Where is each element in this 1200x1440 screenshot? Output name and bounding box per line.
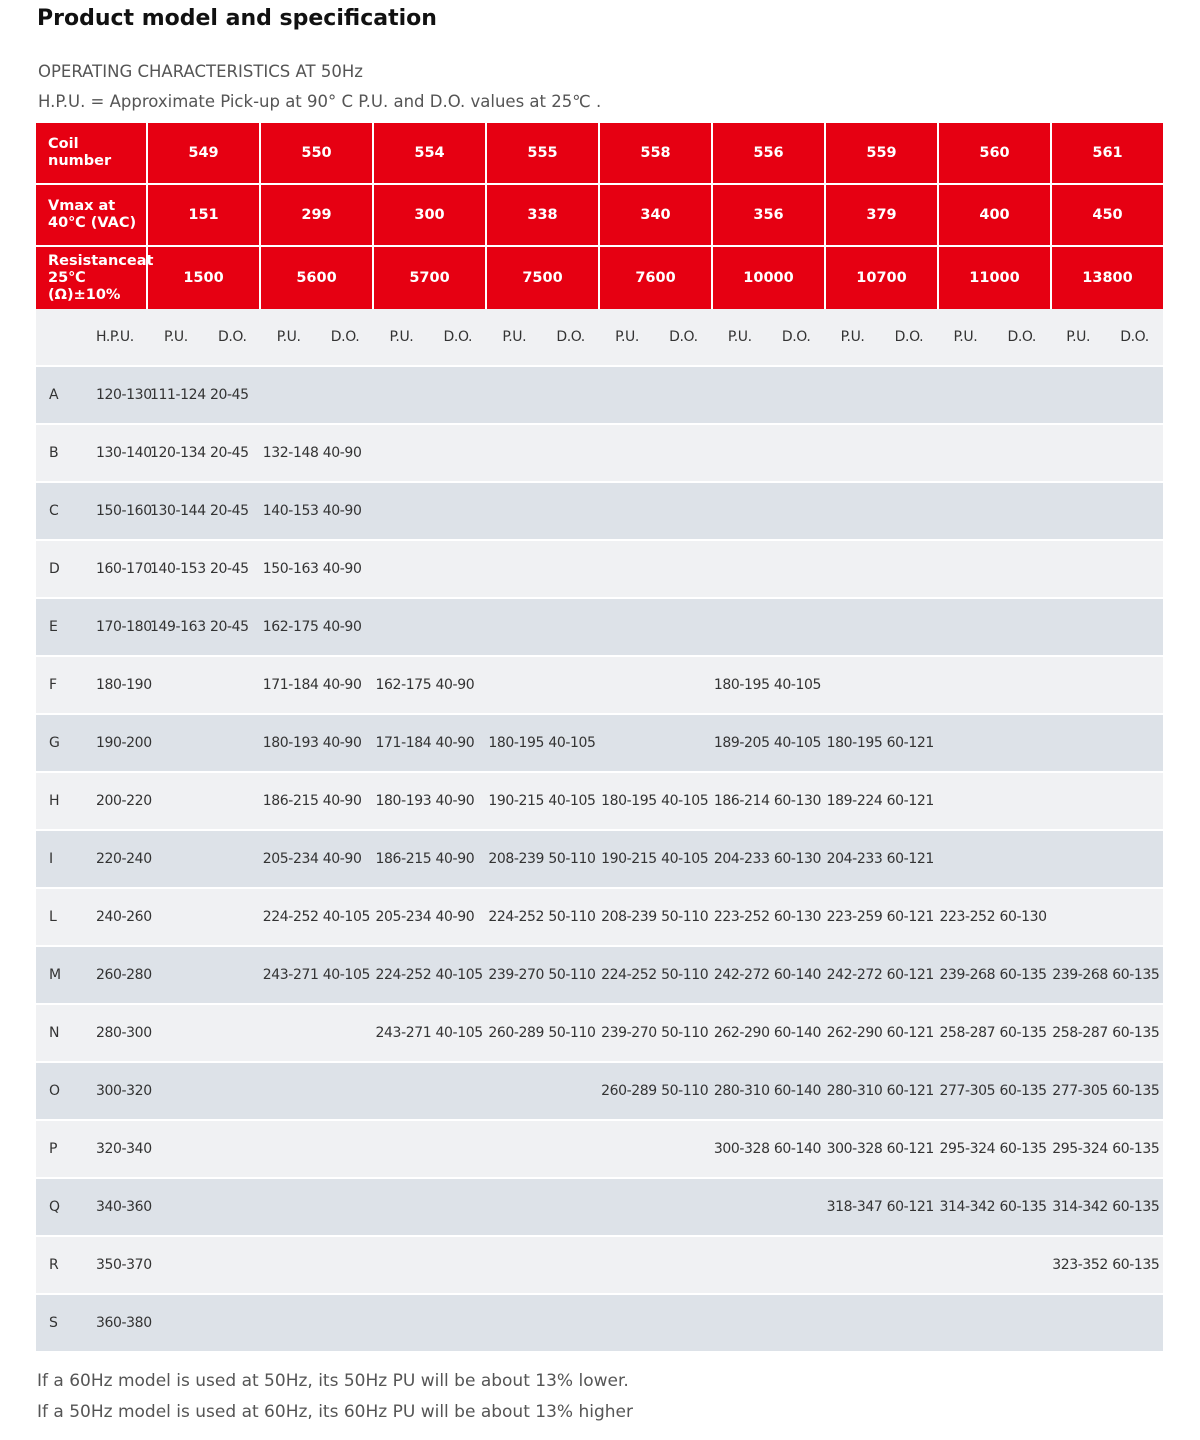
do-value: 60-140 <box>773 1083 822 1099</box>
header-cell: 560 <box>939 123 1052 183</box>
header-row-resistance <box>36 247 1163 309</box>
pu-value: 190-215 <box>601 851 657 867</box>
do-value: 60-135 <box>1112 967 1160 983</box>
do-value: 60-135 <box>999 967 1047 983</box>
row-code: N <box>49 1025 60 1041</box>
header-label: Vmax at 40℃ (VAC) <box>36 185 148 245</box>
table-row <box>36 367 1163 425</box>
do-value: 40-105 <box>435 967 483 983</box>
header-cell: 299 <box>261 185 374 245</box>
do-column-header: D.O. <box>443 329 473 345</box>
do-value: 60-140 <box>773 967 822 983</box>
do-value: 60-135 <box>1112 1141 1160 1157</box>
pu-value: 314-342 <box>1052 1199 1108 1215</box>
header-cell: 379 <box>826 185 939 245</box>
do-value: 50-110 <box>548 967 596 983</box>
pu-value: 180-195 <box>601 793 657 809</box>
pu-value: 262-290 <box>826 1025 883 1041</box>
hpu-value: 130-140 <box>96 445 152 461</box>
pu-value: 171-184 <box>375 735 432 751</box>
table-row <box>36 715 1163 773</box>
table-row <box>36 889 1163 947</box>
header-cell: 7600 <box>600 247 713 309</box>
do-value: 40-90 <box>322 503 362 519</box>
header-cell: 11000 <box>939 247 1052 309</box>
do-value: 50-110 <box>661 967 709 983</box>
do-value: 60-135 <box>1112 1199 1160 1215</box>
header-cell: 559 <box>826 123 939 183</box>
do-value: 40-90 <box>322 851 362 867</box>
hpu-value: 190-200 <box>96 735 152 751</box>
pu-value: 224-252 <box>375 967 432 983</box>
do-value: 60-140 <box>773 1025 822 1041</box>
do-column-header: D.O. <box>218 329 247 345</box>
do-value: 50-110 <box>661 1083 709 1099</box>
do-value: 40-90 <box>322 735 362 751</box>
do-value: 50-110 <box>548 909 596 925</box>
do-value: 60-135 <box>999 1083 1047 1099</box>
do-value: 60-135 <box>1112 1083 1160 1099</box>
do-column-header: D.O. <box>1120 329 1149 345</box>
pu-column-header: P.U. <box>840 329 865 345</box>
pu-value: 186-214 <box>713 793 770 809</box>
pu-value: 224-252 <box>488 909 545 925</box>
pu-value: 205-234 <box>262 851 319 867</box>
do-value: 60-121 <box>886 1083 934 1099</box>
pu-value: 239-270 <box>488 967 545 983</box>
pu-value: 239-268 <box>1052 967 1108 983</box>
pu-value: 295-324 <box>1052 1141 1108 1157</box>
header-cell: 558 <box>600 123 713 183</box>
do-value: 40-105 <box>322 967 370 983</box>
do-value: 40-90 <box>322 793 362 809</box>
row-code: R <box>49 1257 59 1273</box>
pu-value: 243-271 <box>375 1025 432 1041</box>
pu-value: 224-252 <box>262 909 319 925</box>
do-value: 60-121 <box>886 793 934 809</box>
header-cell: 550 <box>261 123 374 183</box>
do-value: 40-90 <box>322 677 362 693</box>
footnote-60hz-at-50hz: If a 60Hz model is used at 50Hz, its 50Hz PU will be about 13% lower. <box>37 1371 629 1391</box>
pu-value: 223-259 <box>826 909 883 925</box>
page-title: Product model and specification <box>37 6 437 31</box>
pu-value: 260-289 <box>488 1025 545 1041</box>
do-column-header: D.O. <box>669 329 698 345</box>
pu-column-header: P.U. <box>727 329 752 345</box>
do-value: 40-90 <box>435 909 475 925</box>
pu-value: 208-239 <box>601 909 657 925</box>
hpu-value: 240-260 <box>96 909 152 925</box>
row-code: P <box>49 1141 58 1157</box>
do-column-header: D.O. <box>556 329 585 345</box>
pu-column-header: P.U. <box>389 329 414 345</box>
pu-value: 277-305 <box>939 1083 996 1099</box>
pu-value: 171-184 <box>262 677 319 693</box>
footnote-50hz-at-60hz: If a 50Hz model is used at 60Hz, its 60Hz PU will be about 13% higher <box>37 1402 633 1422</box>
pu-value: 190-215 <box>488 793 545 809</box>
header-cell: 10000 <box>713 247 826 309</box>
do-value: 50-110 <box>661 1025 709 1041</box>
do-value: 60-121 <box>886 1025 934 1041</box>
hpu-value: 220-240 <box>96 851 152 867</box>
header-cell: 10700 <box>826 247 939 309</box>
header-cell: 556 <box>713 123 826 183</box>
header-cell: 450 <box>1092 207 1123 223</box>
do-value: 60-121 <box>886 1141 934 1157</box>
do-value: 60-130 <box>773 909 822 925</box>
hpu-value: 360-380 <box>96 1315 152 1331</box>
pu-value: 120-134 <box>150 445 206 461</box>
header-cell: 5600 <box>261 247 374 309</box>
hpu-value: 280-300 <box>96 1025 152 1041</box>
do-column-header: D.O. <box>781 329 811 345</box>
do-value: 50-110 <box>548 1025 596 1041</box>
pu-value: 300-328 <box>713 1141 770 1157</box>
do-value: 40-105 <box>773 735 822 751</box>
header-row-coil-number <box>36 123 1163 185</box>
pu-value: 318-347 <box>826 1199 883 1215</box>
pu-value: 162-175 <box>375 677 432 693</box>
do-value: 40-90 <box>322 561 362 577</box>
do-value: 60-121 <box>886 909 934 925</box>
pu-value: 204-233 <box>713 851 770 867</box>
do-value: 40-90 <box>435 677 475 693</box>
pu-column-header: P.U. <box>276 329 301 345</box>
header-cell: 549 <box>148 123 261 183</box>
column-header-row <box>36 309 1163 367</box>
do-value: 40-105 <box>661 793 709 809</box>
hpu-value: 160-170 <box>96 561 152 577</box>
pu-value: 180-193 <box>375 793 432 809</box>
header-cell: 561 <box>1092 145 1123 161</box>
pu-value: 242-272 <box>826 967 883 983</box>
pu-column-header: P.U. <box>502 329 527 345</box>
pu-value: 277-305 <box>1052 1083 1108 1099</box>
do-value: 60-121 <box>886 735 934 751</box>
pu-value: 223-252 <box>713 909 770 925</box>
pu-value: 205-234 <box>375 909 432 925</box>
header-cell: 554 <box>374 123 487 183</box>
pu-value: 280-310 <box>713 1083 770 1099</box>
do-column-header: D.O. <box>330 329 360 345</box>
table-row <box>36 599 1163 657</box>
header-row-vmax <box>36 185 1163 247</box>
table-body <box>36 367 1163 1353</box>
specification-table <box>36 123 1163 1353</box>
pu-value: 323-352 <box>1052 1257 1108 1273</box>
pu-value: 258-287 <box>1052 1025 1108 1041</box>
do-value: 40-90 <box>435 793 475 809</box>
table-row <box>36 425 1163 483</box>
do-value: 40-90 <box>435 735 475 751</box>
pu-value: 189-205 <box>713 735 770 751</box>
header-cell: 340 <box>600 185 713 245</box>
table-row <box>36 483 1163 541</box>
pu-column-header: P.U. <box>615 329 639 345</box>
do-value: 20-45 <box>210 503 249 519</box>
pu-value: 186-215 <box>375 851 432 867</box>
header-cell: 5700 <box>374 247 487 309</box>
header-cell: 338 <box>487 185 600 245</box>
do-value: 60-135 <box>1112 1025 1160 1041</box>
do-value: 40-105 <box>661 851 709 867</box>
table-row <box>36 831 1163 889</box>
row-code: M <box>49 967 61 983</box>
header-cell: 400 <box>939 185 1052 245</box>
pu-column-header: P.U. <box>1066 329 1091 345</box>
do-value: 20-45 <box>210 619 249 635</box>
pu-value: 140-153 <box>262 503 319 519</box>
table-row <box>36 1005 1163 1063</box>
row-code: D <box>49 561 60 577</box>
pu-value: 239-268 <box>939 967 996 983</box>
table-row <box>36 1295 1163 1353</box>
pu-value: 280-310 <box>826 1083 883 1099</box>
row-code: C <box>49 503 59 519</box>
pu-value: 186-215 <box>262 793 319 809</box>
pu-value: 204-233 <box>826 851 883 867</box>
pu-value: 224-252 <box>601 967 657 983</box>
hpu-value: 200-220 <box>96 793 152 809</box>
do-value: 60-135 <box>999 1141 1047 1157</box>
pu-value: 111-124 <box>150 387 206 403</box>
do-value: 20-45 <box>210 561 249 577</box>
do-value: 40-105 <box>322 909 370 925</box>
do-value: 60-135 <box>999 1025 1047 1041</box>
row-code: H <box>49 793 60 809</box>
do-value: 20-45 <box>210 387 249 403</box>
table-row <box>36 773 1163 831</box>
table-row <box>36 657 1163 715</box>
hpu-value: 340-360 <box>96 1199 152 1215</box>
do-value: 60-121 <box>886 851 934 867</box>
hpu-value: 350-370 <box>96 1257 152 1273</box>
row-code: S <box>49 1315 58 1331</box>
hpu-value: 150-160 <box>96 503 152 519</box>
do-value: 40-90 <box>322 445 362 461</box>
pu-value: 295-324 <box>939 1141 996 1157</box>
header-cell: 7500 <box>487 247 600 309</box>
pu-value: 208-239 <box>488 851 545 867</box>
header-cell: 356 <box>713 185 826 245</box>
header-label: Resistanceat 25℃ (Ω)±10% <box>36 247 148 309</box>
pu-value: 239-270 <box>601 1025 657 1041</box>
table-row <box>36 1121 1163 1179</box>
table-row <box>36 1063 1163 1121</box>
pu-value: 262-290 <box>713 1025 770 1041</box>
pu-value: 258-287 <box>939 1025 996 1041</box>
row-code: I <box>49 851 53 867</box>
do-value: 40-105 <box>435 1025 483 1041</box>
operating-characteristics-heading: OPERATING CHARACTERISTICS AT 50Hz <box>38 62 363 81</box>
row-code: L <box>49 909 57 925</box>
header-cell: 555 <box>487 123 600 183</box>
do-value: 40-105 <box>773 677 822 693</box>
do-column-header: D.O. <box>894 329 924 345</box>
do-value: 60-130 <box>999 909 1047 925</box>
header-label: Coil number <box>36 123 148 183</box>
pu-value: 150-163 <box>262 561 319 577</box>
do-value: 60-135 <box>1112 1257 1160 1273</box>
do-value: 60-121 <box>886 1199 934 1215</box>
hpu-value: 170-180 <box>96 619 152 635</box>
do-value: 60-130 <box>773 793 822 809</box>
pu-value: 314-342 <box>939 1199 996 1215</box>
pu-column-header: P.U. <box>164 329 188 345</box>
do-column-header: D.O. <box>1007 329 1036 345</box>
pu-value: 223-252 <box>939 909 996 925</box>
do-value: 40-105 <box>548 735 596 751</box>
table-row <box>36 1179 1163 1237</box>
do-value: 40-90 <box>435 851 475 867</box>
do-value: 40-90 <box>322 619 362 635</box>
table-row <box>36 947 1163 1005</box>
pu-value: 180-195 <box>826 735 883 751</box>
pu-value: 132-148 <box>262 445 319 461</box>
do-value: 60-121 <box>886 967 934 983</box>
do-value: 60-130 <box>773 851 822 867</box>
do-value: 50-110 <box>661 909 709 925</box>
row-code: Q <box>49 1199 60 1215</box>
hpu-value: 320-340 <box>96 1141 152 1157</box>
pu-value: 162-175 <box>262 619 319 635</box>
pu-value: 243-271 <box>262 967 319 983</box>
hpu-value: 120-130 <box>96 387 152 403</box>
pu-value: 189-224 <box>826 793 883 809</box>
hpu-definition-note: H.P.U. = Approximate Pick-up at 90° C P.U. and D.O. values at 25℃ . <box>38 92 602 111</box>
pu-value: 140-153 <box>150 561 206 577</box>
row-code: F <box>49 677 57 693</box>
do-value: 40-105 <box>548 793 596 809</box>
header-cell: 151 <box>148 185 261 245</box>
do-value: 60-140 <box>773 1141 822 1157</box>
hpu-value: 300-320 <box>96 1083 152 1099</box>
pu-value: 180-195 <box>713 677 770 693</box>
row-code: E <box>49 619 58 635</box>
pu-value: 149-163 <box>150 619 206 635</box>
pu-value: 180-195 <box>488 735 545 751</box>
pu-value: 242-272 <box>713 967 770 983</box>
pu-value: 260-289 <box>601 1083 657 1099</box>
do-value: 50-110 <box>548 851 596 867</box>
hpu-value: 180-190 <box>96 677 152 693</box>
pu-value: 300-328 <box>826 1141 883 1157</box>
header-cell: 300 <box>374 185 487 245</box>
row-code: B <box>49 445 59 461</box>
hpu-column-header: H.P.U. <box>96 329 134 345</box>
table-row <box>36 541 1163 599</box>
row-code: O <box>49 1083 60 1099</box>
row-code: A <box>49 387 59 403</box>
pu-column-header: P.U. <box>953 329 978 345</box>
hpu-value: 260-280 <box>96 967 152 983</box>
table-row <box>36 1237 1163 1295</box>
header-cell: 13800 <box>1082 270 1133 286</box>
do-value: 20-45 <box>210 445 249 461</box>
header-cell: 1500 <box>148 247 261 309</box>
row-code: G <box>49 735 60 751</box>
do-value: 60-135 <box>999 1199 1047 1215</box>
pu-value: 180-193 <box>262 735 319 751</box>
pu-value: 130-144 <box>150 503 206 519</box>
